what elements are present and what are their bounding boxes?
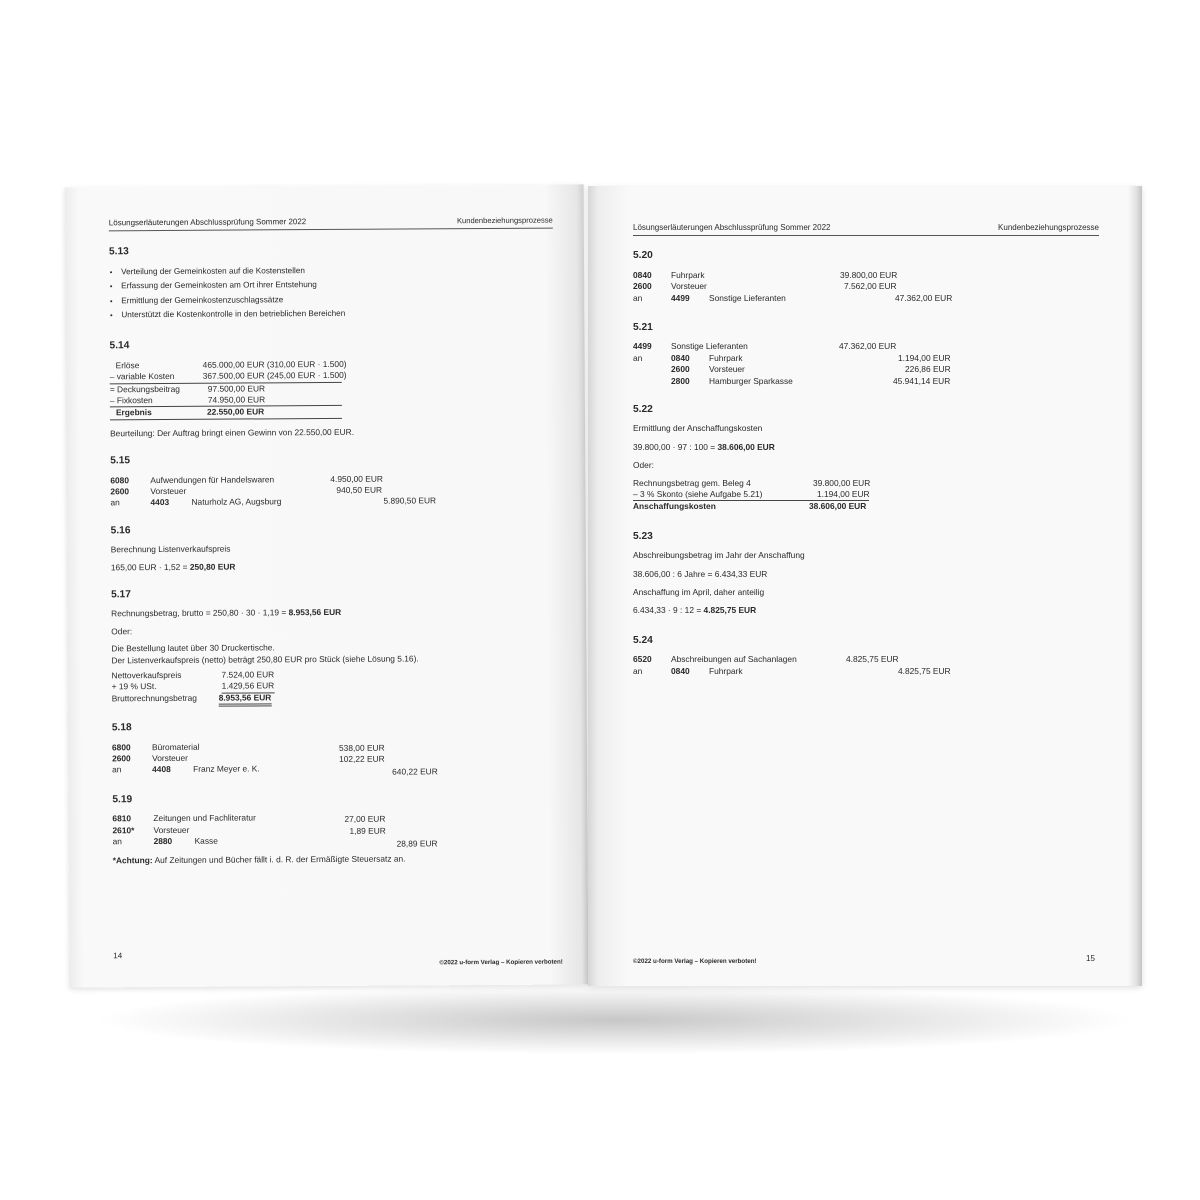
calc-table xyxy=(633,478,869,513)
section-title: 5.14 xyxy=(109,340,130,352)
header-title: Lösungserläuterungen Abschlussprüfung Sommer 2022 xyxy=(633,223,831,232)
copyright-notice: ©2022 u-form Verlag – Kopieren verboten! xyxy=(633,958,757,965)
calc-result: 8.953,56 EUR xyxy=(288,607,342,618)
an-keyword: an xyxy=(633,665,643,676)
credit-amount: 640,22 EUR xyxy=(392,766,438,777)
calc-label: Anschaffungskosten xyxy=(633,501,716,512)
section-title: 5.23 xyxy=(633,530,653,542)
account-name: Vorsteuer xyxy=(153,824,190,835)
calc-label: = Deckungsbeitrag xyxy=(109,383,180,394)
an-keyword: an xyxy=(633,352,643,363)
right-page-content xyxy=(633,222,1099,677)
text-line: Ermittlung der Anschaffungskosten xyxy=(633,423,763,434)
calc-value: 38.606,00 EUR xyxy=(809,501,867,512)
footnote-text: Auf Zeitungen und Bücher fällt i. d. R. der Ermäßigte Steuersatz an. xyxy=(152,853,406,866)
account-name: Naturholz AG, Augsburg xyxy=(191,496,282,508)
calc-table xyxy=(109,358,347,420)
booking-row xyxy=(633,654,1099,665)
text-line: 38.606,00 : 6 Jahre = 6.434,33 EUR xyxy=(633,568,768,579)
right-page-header xyxy=(633,222,1099,236)
booking-record xyxy=(112,739,556,776)
section-title: 5.15 xyxy=(110,455,131,467)
debit-amount: 538,00 EUR xyxy=(338,742,385,753)
account-number: 2600 xyxy=(112,753,131,764)
section-title: 5.19 xyxy=(112,793,133,806)
debit-amount: 102,22 EUR xyxy=(339,753,385,764)
list-item: • Erfassung der Gemeinkosten am Ort ihrer Entstehung xyxy=(121,278,553,292)
calc-value: 1.429,56 EUR xyxy=(222,681,275,694)
header-title: Lösungserläuterungen Abschlussprüfung Sommer 2022 xyxy=(108,217,307,228)
left-page-header xyxy=(109,215,553,232)
account-name: Fuhrpark xyxy=(709,665,743,676)
calc-label: – Fixkosten xyxy=(109,395,153,406)
account-number: 4499 xyxy=(671,292,690,303)
section-title: 5.16 xyxy=(110,524,131,537)
credit-amount: 45.941,14 EUR xyxy=(893,375,951,386)
account-name: Kasse xyxy=(194,835,218,846)
debit-amount: 1,89 EUR xyxy=(349,825,386,836)
account-name: Sonstige Lieferanten xyxy=(671,341,748,352)
calc-line xyxy=(633,605,1099,616)
section-title: 5.20 xyxy=(633,250,653,262)
calc-result: 250,80 EUR xyxy=(189,561,236,572)
debit-amount: 940,50 EUR xyxy=(336,484,383,495)
calc-line xyxy=(111,606,555,620)
booking-row xyxy=(633,364,1099,375)
calc-value: 8.953,56 EUR xyxy=(219,692,272,707)
left-page xyxy=(65,184,589,987)
account-number: 2610* xyxy=(112,824,135,835)
calc-table xyxy=(112,668,556,705)
account-name: Vorsteuer xyxy=(709,364,745,375)
header-chapter: Kundenbeziehungsprozesse xyxy=(456,215,553,226)
text-line: Oder: xyxy=(633,460,654,471)
debit-amount: 4.950,00 EUR xyxy=(330,473,383,484)
account-number: 6800 xyxy=(111,741,131,752)
calc-label: – variable Kosten xyxy=(109,371,175,382)
section-title: 5.24 xyxy=(633,634,653,646)
calc-value: 39.800,00 EUR xyxy=(813,477,871,488)
calc-label: – 3 % Skonto (siehe Aufgabe 5.21) xyxy=(633,488,763,499)
account-number: 0840 xyxy=(633,269,652,280)
account-name: Hamburger Sparkasse xyxy=(709,375,793,386)
booking-record xyxy=(633,341,1099,387)
booking-row xyxy=(633,353,1099,364)
credit-amount: 47.362,00 EUR xyxy=(895,292,953,303)
list-item: • Unterstützt die Kostenkontrolle in den betrieblichen Bereichen xyxy=(121,307,553,321)
page-number: 14 xyxy=(113,951,123,961)
page-number: 15 xyxy=(1086,954,1095,963)
calc-result: 4.825,75 EUR xyxy=(703,605,757,616)
calc-label: Ergebnis xyxy=(115,407,152,418)
calc-result-row xyxy=(110,406,342,420)
account-number: 2600 xyxy=(110,486,130,497)
calc-row xyxy=(112,690,556,704)
section-title: 5.17 xyxy=(111,589,131,601)
account-name: Abschreibungen auf Sachanlagen xyxy=(671,654,797,665)
credit-amount: 1.194,00 EUR xyxy=(898,352,951,363)
calc-text: 165,00 EUR · 1,52 = xyxy=(110,561,190,572)
booking-record xyxy=(110,472,554,509)
booking-row xyxy=(113,834,557,848)
list-item: • Verteilung der Gemeinkosten auf die Kostenstellen xyxy=(121,263,553,277)
account-number: 4499 xyxy=(633,341,652,352)
debit-amount: 39.800,00 EUR xyxy=(840,269,898,280)
text-line: Anschaffung im April, daher anteilig xyxy=(633,586,765,597)
booking-row xyxy=(633,270,1099,281)
account-name: Fuhrpark xyxy=(709,352,743,363)
text-line: Oder: xyxy=(111,626,133,637)
debit-amount: 7.562,00 EUR xyxy=(844,281,897,292)
booking-record xyxy=(633,270,1099,304)
account-number: 6520 xyxy=(633,654,652,665)
booking-row xyxy=(633,376,1099,387)
debit-amount: 4.825,75 EUR xyxy=(846,654,899,665)
bullet-list xyxy=(109,263,553,320)
calc-row xyxy=(633,489,869,501)
calc-line xyxy=(111,559,555,573)
section-title: 5.18 xyxy=(111,722,132,734)
text-line: Abschreibungsbetrag im Jahr der Anschaffung xyxy=(633,550,805,561)
calc-value: 22.550,00 EUR xyxy=(206,406,265,418)
assessment-text: Beurteilung: Der Auftrag bringt einen Gewinn von 22.550,00 EUR. xyxy=(110,426,355,439)
booking-row xyxy=(112,762,556,776)
booking-row xyxy=(633,293,1099,304)
footnote xyxy=(113,853,557,867)
account-name: Büromaterial xyxy=(151,741,200,752)
calc-value: 74.950,00 EUR xyxy=(207,394,266,405)
account-name: Vorsteuer xyxy=(152,752,188,764)
header-chapter: Kundenbeziehungsprozesse xyxy=(998,223,1099,232)
an-keyword: an xyxy=(633,292,643,303)
calc-label: Erlöse xyxy=(115,359,140,371)
calc-value: 97.500,00 EUR xyxy=(207,382,266,394)
calc-value: 367.500,00 EUR (245,00 EUR · 1.500) xyxy=(202,370,347,381)
text-line: Berechnung Listenverkaufspreis xyxy=(110,543,231,555)
account-number: 6080 xyxy=(110,474,130,485)
account-number: 0840 xyxy=(671,665,690,676)
booking-row xyxy=(633,281,1099,292)
calc-label: + 19 % USt. xyxy=(111,681,157,692)
calc-value: 7.524,00 EUR xyxy=(221,669,275,680)
calc-value: 465.000,00 EUR (310,00 EUR · 1.500) xyxy=(202,358,347,370)
booking-record xyxy=(633,654,1099,677)
section-title: 5.13 xyxy=(108,246,129,258)
account-name: Franz Meyer e. K. xyxy=(193,763,260,775)
calc-label: Bruttorechnungsbetrag xyxy=(111,692,197,704)
account-number: 4403 xyxy=(150,497,170,508)
debit-amount: 27,00 EUR xyxy=(344,813,386,825)
text-line: Die Bestellung lautet über 30 Druckertische. xyxy=(111,642,275,654)
credit-amount: 4.825,75 EUR xyxy=(898,665,951,676)
calc-line xyxy=(633,442,1099,453)
text-line: Der Listenverkaufspreis (netto) beträgt 250,80 EUR pro Stück (siehe Lösung 5.16). xyxy=(111,653,419,665)
left-page-content xyxy=(109,215,557,871)
account-name: Aufwendungen für Handelswaren xyxy=(150,473,275,485)
account-number: 2800 xyxy=(671,375,690,386)
account-number: 4408 xyxy=(152,764,171,775)
an-keyword: an xyxy=(112,764,122,775)
list-item: • Ermittlung der Gemeinkostenzuschlagssätze xyxy=(121,292,553,306)
calc-result: 38.606,00 EUR xyxy=(717,441,775,452)
credit-amount: 5.890,50 EUR xyxy=(383,495,437,507)
book-shadow xyxy=(90,985,1140,1055)
section-title: 5.21 xyxy=(633,321,653,333)
section-title: 5.22 xyxy=(633,403,653,415)
an-keyword: an xyxy=(112,836,122,847)
copyright-notice: ©2022 u-form Verlag – Kopieren verboten! xyxy=(439,958,563,967)
account-name: Fuhrpark xyxy=(671,269,705,280)
credit-amount: 28,89 EUR xyxy=(396,838,438,849)
booking-row xyxy=(633,666,1099,677)
account-number: 6810 xyxy=(112,813,132,824)
credit-amount: 226,86 EUR xyxy=(905,364,951,375)
account-name: Vorsteuer xyxy=(150,485,187,497)
an-keyword: an xyxy=(110,497,120,508)
account-name: Sonstige Lieferanten xyxy=(709,292,786,303)
right-page xyxy=(588,186,1142,986)
calc-label: Nettoverkaufspreis xyxy=(111,669,182,681)
calc-text: Rechnungsbetrag, brutto = 250,80 · 30 · 1,19 = xyxy=(111,607,289,619)
account-number: 2600 xyxy=(671,364,690,375)
booking-row xyxy=(633,341,1099,352)
calc-value: 1.194,00 EUR xyxy=(817,488,870,499)
calc-row xyxy=(633,478,869,489)
calc-text: 39.800,00 · 97 : 100 = xyxy=(633,441,718,452)
footnote-label: *Achtung: xyxy=(112,855,153,866)
calc-result-row xyxy=(633,501,869,512)
debit-amount: 47.362,00 EUR xyxy=(839,341,897,352)
account-name: Zeitungen und Fachliteratur xyxy=(153,812,256,824)
calc-label: Rechnungsbetrag gem. Beleg 4 xyxy=(633,477,751,488)
booking-record xyxy=(112,811,556,848)
booking-row xyxy=(110,495,554,509)
account-name: Vorsteuer xyxy=(671,281,707,292)
calc-text: 6.434,33 · 9 : 12 = xyxy=(633,605,704,616)
account-number: 2600 xyxy=(633,281,652,292)
account-number: 0840 xyxy=(671,352,690,363)
account-number: 2880 xyxy=(153,835,173,847)
